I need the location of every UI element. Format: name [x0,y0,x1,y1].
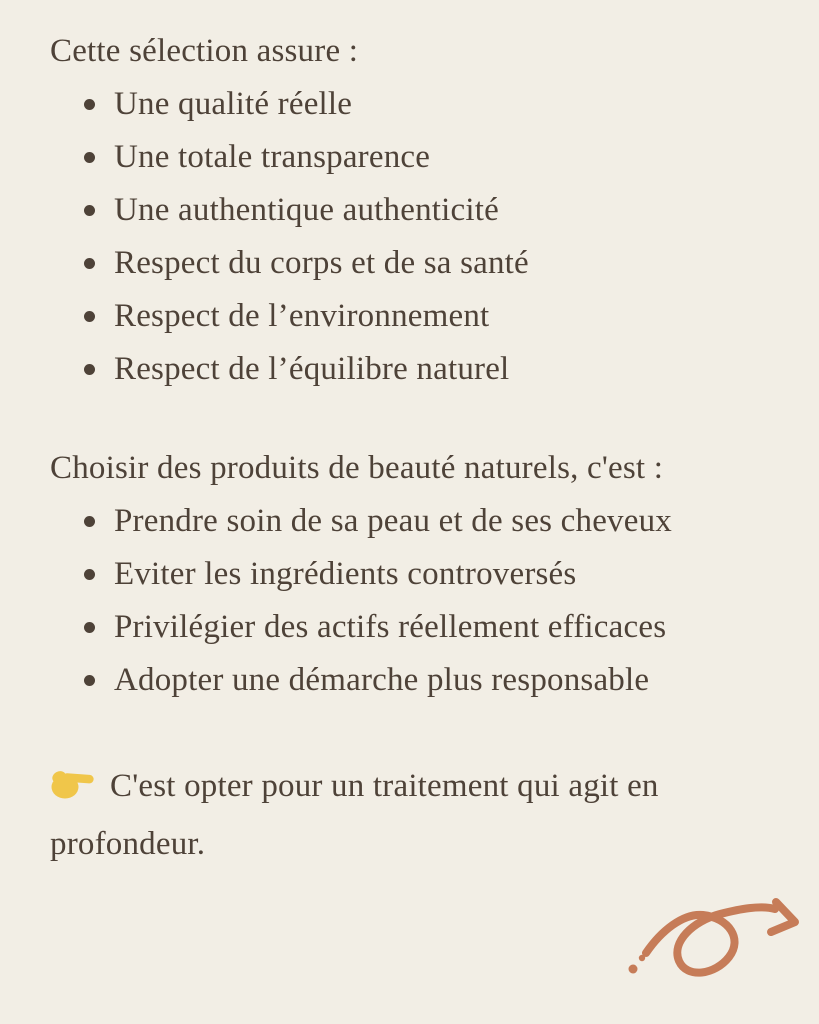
choisir-list [50,495,819,707]
list-item: Adopter une démarche plus responsable [50,654,819,707]
list-item: Respect du corps et de sa santé [50,237,819,290]
list-item: Respect de l’environnement [50,290,819,343]
list-item: Une qualité réelle [50,78,819,131]
section-assurances [50,25,819,396]
section-choisir [50,442,819,707]
section-heading: Cette sélection assure : [50,33,359,69]
pointing-right-hand-icon [50,765,96,818]
assurances-list [50,78,819,396]
callout [50,760,760,871]
list-item: Eviter les ingrédients controversés [50,548,819,601]
list-item: Une totale transparence [50,131,819,184]
curly-arrow-icon [625,895,805,990]
callout-text: C'est opter pour un traitement qui agit en profondeur. [50,768,659,862]
list-item: Respect de l’équilibre naturel [50,343,819,396]
list-item: Privilégier des actifs réellement efficaces [50,601,819,654]
list-item: Prendre soin de sa peau et de ses cheveux [50,495,819,548]
section-heading: Choisir des produits de beauté naturels, c'est : [50,450,664,486]
list-item: Une authentique authenticité [50,184,819,237]
